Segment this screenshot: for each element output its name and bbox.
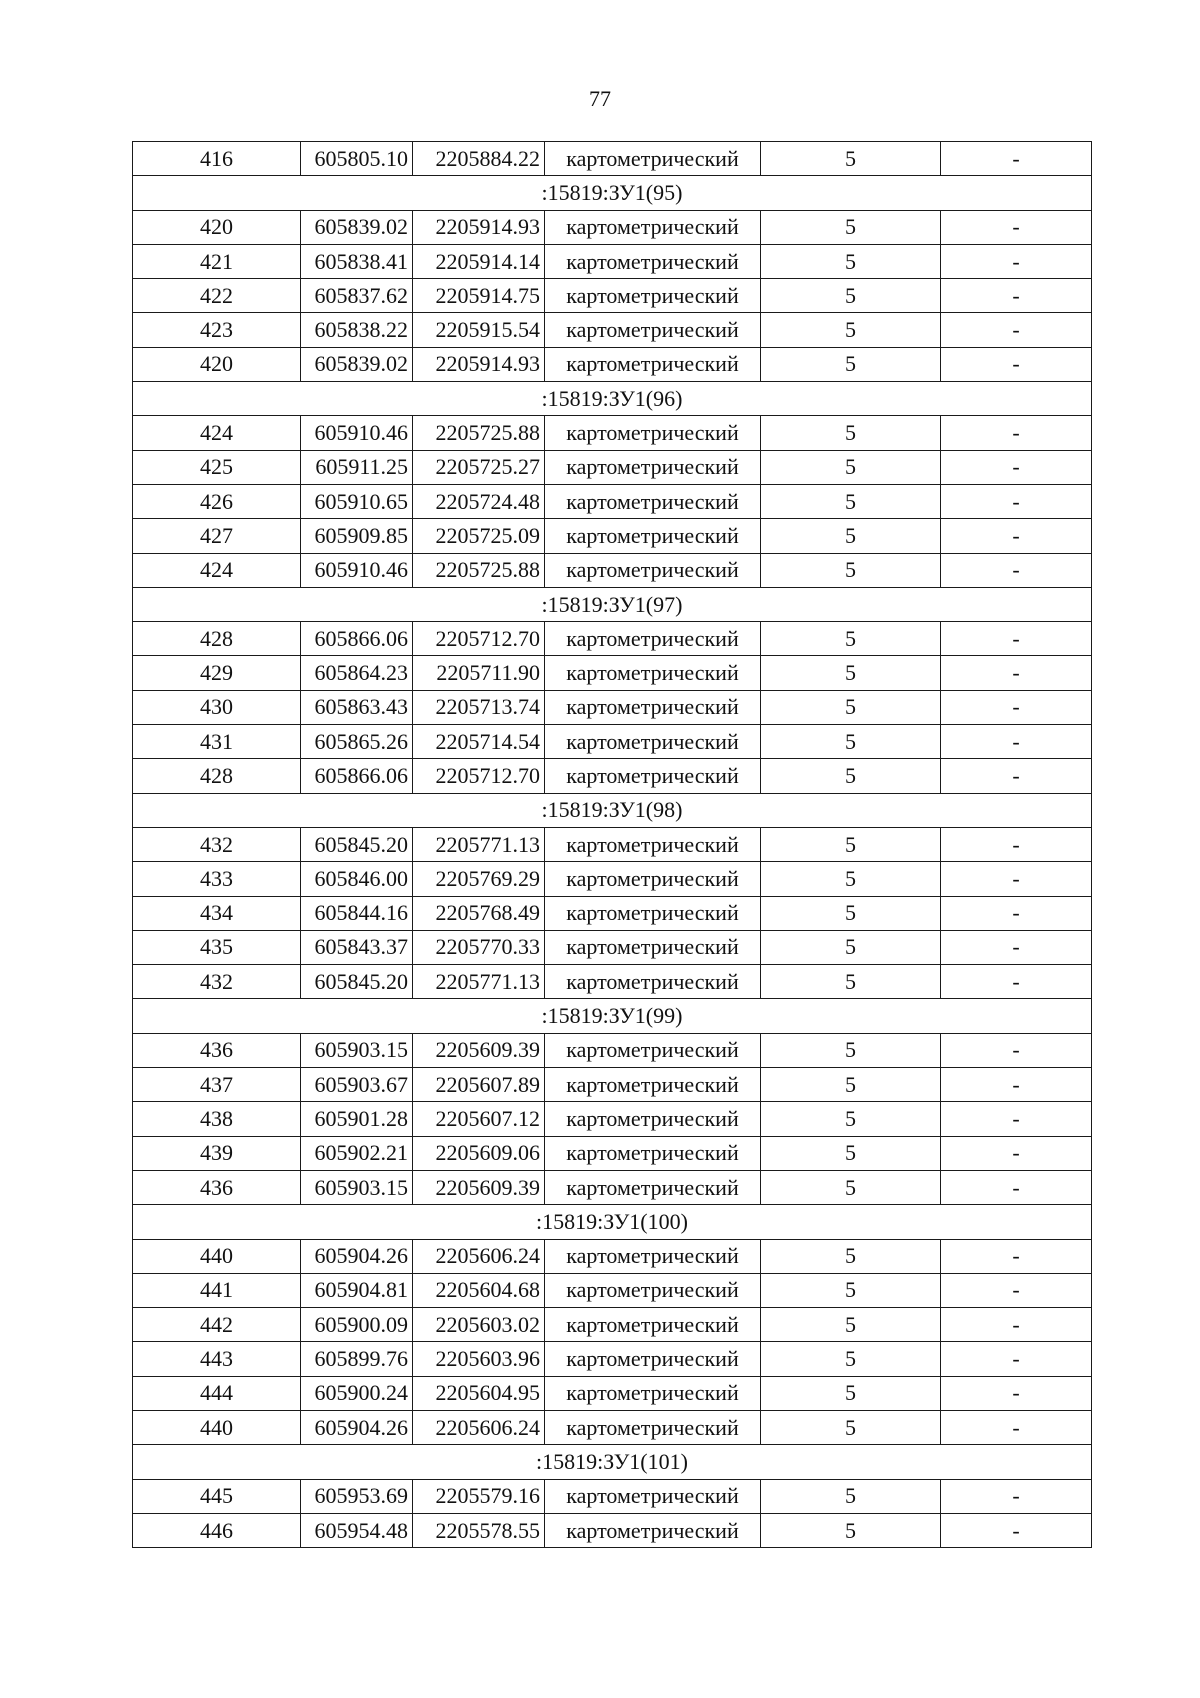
coordinate-x-cell: 605844.16 [301,896,413,930]
point-number-cell: 426 [133,484,301,518]
method-cell: картометрический [545,690,761,724]
parcel-group-label: :15819:ЗУ1(100) [133,1205,1092,1239]
table-row [133,1136,1092,1170]
method-cell: картометрический [545,1102,761,1136]
note-cell: - [941,1068,1092,1102]
note-cell: - [941,1273,1092,1307]
method-cell: картометрический [545,450,761,484]
accuracy-cell: 5 [761,862,941,896]
note-cell: - [941,759,1092,793]
coordinates-table [132,141,1092,1548]
point-number-cell: 429 [133,656,301,690]
note-cell: - [941,244,1092,278]
coordinate-x-cell: 605911.25 [301,450,413,484]
group-header-row [133,382,1092,416]
note-cell: - [941,862,1092,896]
table-row [133,1308,1092,1342]
method-cell: картометрический [545,244,761,278]
coordinate-y-cell: 2205713.74 [413,690,545,724]
coordinate-y-cell: 2205609.39 [413,1170,545,1204]
coordinate-x-cell: 605900.24 [301,1376,413,1410]
point-number-cell: 445 [133,1479,301,1513]
method-cell: картометрический [545,142,761,176]
accuracy-cell: 5 [761,553,941,587]
table-row [133,450,1092,484]
note-cell: - [941,1308,1092,1342]
table-row [133,622,1092,656]
coordinate-y-cell: 2205578.55 [413,1513,545,1547]
table-row [133,759,1092,793]
coordinate-x-cell: 605904.81 [301,1273,413,1307]
table-row [133,519,1092,553]
parcel-group-label: :15819:ЗУ1(98) [133,793,1092,827]
accuracy-cell: 5 [761,484,941,518]
note-cell: - [941,1033,1092,1067]
method-cell: картометрический [545,862,761,896]
point-number-cell: 437 [133,1068,301,1102]
coordinate-x-cell: 605839.02 [301,210,413,244]
point-number-cell: 442 [133,1308,301,1342]
table-row [133,827,1092,861]
group-header-row [133,176,1092,210]
group-header-row [133,1205,1092,1239]
parcel-group-label: :15819:ЗУ1(95) [133,176,1092,210]
note-cell: - [941,313,1092,347]
point-number-cell: 432 [133,965,301,999]
coordinate-y-cell: 2205914.93 [413,347,545,381]
parcel-group-label: :15819:ЗУ1(97) [133,587,1092,621]
table-row [133,244,1092,278]
method-cell: картометрический [545,313,761,347]
note-cell: - [941,930,1092,964]
method-cell: картометрический [545,1479,761,1513]
group-header-row [133,587,1092,621]
note-cell: - [941,416,1092,450]
coordinate-x-cell: 605845.20 [301,827,413,861]
coordinate-y-cell: 2205607.89 [413,1068,545,1102]
accuracy-cell: 5 [761,1410,941,1444]
coordinate-x-cell: 605865.26 [301,725,413,759]
note-cell: - [941,690,1092,724]
coordinate-y-cell: 2205607.12 [413,1102,545,1136]
point-number-cell: 428 [133,622,301,656]
coordinate-y-cell: 2205604.68 [413,1273,545,1307]
note-cell: - [941,896,1092,930]
note-cell: - [941,210,1092,244]
coordinate-x-cell: 605910.46 [301,416,413,450]
accuracy-cell: 5 [761,313,941,347]
point-number-cell: 427 [133,519,301,553]
accuracy-cell: 5 [761,622,941,656]
method-cell: картометрический [545,1342,761,1376]
coordinate-y-cell: 2205609.06 [413,1136,545,1170]
method-cell: картометрический [545,210,761,244]
coordinate-y-cell: 2205604.95 [413,1376,545,1410]
point-number-cell: 421 [133,244,301,278]
coordinate-x-cell: 605899.76 [301,1342,413,1376]
coordinate-y-cell: 2205725.88 [413,416,545,450]
accuracy-cell: 5 [761,1170,941,1204]
coordinate-y-cell: 2205712.70 [413,759,545,793]
point-number-cell: 416 [133,142,301,176]
coordinate-x-cell: 605845.20 [301,965,413,999]
accuracy-cell: 5 [761,827,941,861]
coordinate-x-cell: 605837.62 [301,279,413,313]
parcel-group-label: :15819:ЗУ1(101) [133,1445,1092,1479]
parcel-group-label: :15819:ЗУ1(96) [133,382,1092,416]
coordinate-y-cell: 2205711.90 [413,656,545,690]
point-number-cell: 432 [133,827,301,861]
accuracy-cell: 5 [761,244,941,278]
accuracy-cell: 5 [761,210,941,244]
coordinate-y-cell: 2205725.88 [413,553,545,587]
coordinate-y-cell: 2205606.24 [413,1410,545,1444]
table-row [133,210,1092,244]
point-number-cell: 424 [133,416,301,450]
accuracy-cell: 5 [761,416,941,450]
accuracy-cell: 5 [761,142,941,176]
coordinate-x-cell: 605900.09 [301,1308,413,1342]
method-cell: картометрический [545,1273,761,1307]
table-row [133,862,1092,896]
coordinate-y-cell: 2205770.33 [413,930,545,964]
point-number-cell: 428 [133,759,301,793]
accuracy-cell: 5 [761,1136,941,1170]
accuracy-cell: 5 [761,347,941,381]
method-cell: картометрический [545,1136,761,1170]
coordinate-x-cell: 605903.15 [301,1033,413,1067]
method-cell: картометрический [545,827,761,861]
coordinate-y-cell: 2205579.16 [413,1479,545,1513]
table-row [133,1342,1092,1376]
point-number-cell: 425 [133,450,301,484]
note-cell: - [941,484,1092,518]
table-row [133,690,1092,724]
table-row [133,347,1092,381]
accuracy-cell: 5 [761,656,941,690]
point-number-cell: 444 [133,1376,301,1410]
coordinate-x-cell: 605910.46 [301,553,413,587]
note-cell: - [941,656,1092,690]
point-number-cell: 434 [133,896,301,930]
parcel-group-label: :15819:ЗУ1(99) [133,999,1092,1033]
point-number-cell: 420 [133,210,301,244]
accuracy-cell: 5 [761,725,941,759]
coordinate-x-cell: 605902.21 [301,1136,413,1170]
point-number-cell: 423 [133,313,301,347]
coordinate-x-cell: 605903.67 [301,1068,413,1102]
group-header-row [133,793,1092,827]
coordinate-x-cell: 605838.22 [301,313,413,347]
coordinate-y-cell: 2205769.29 [413,862,545,896]
note-cell: - [941,279,1092,313]
table-row [133,1479,1092,1513]
table-row [133,279,1092,313]
coordinate-y-cell: 2205712.70 [413,622,545,656]
note-cell: - [941,622,1092,656]
point-number-cell: 433 [133,862,301,896]
table-row [133,313,1092,347]
coordinate-x-cell: 605904.26 [301,1410,413,1444]
coordinate-y-cell: 2205914.75 [413,279,545,313]
accuracy-cell: 5 [761,519,941,553]
table-row [133,553,1092,587]
point-number-cell: 435 [133,930,301,964]
coordinate-y-cell: 2205914.14 [413,244,545,278]
method-cell: картометрический [545,553,761,587]
coordinate-x-cell: 605864.23 [301,656,413,690]
coordinate-y-cell: 2205725.09 [413,519,545,553]
coordinate-x-cell: 605839.02 [301,347,413,381]
coordinate-y-cell: 2205771.13 [413,827,545,861]
method-cell: картометрический [545,622,761,656]
note-cell: - [941,1102,1092,1136]
method-cell: картометрический [545,759,761,793]
note-cell: - [941,1136,1092,1170]
point-number-cell: 441 [133,1273,301,1307]
coordinate-y-cell: 2205771.13 [413,965,545,999]
coordinate-x-cell: 605843.37 [301,930,413,964]
coordinate-y-cell: 2205725.27 [413,450,545,484]
table-row [133,1033,1092,1067]
note-cell: - [941,1376,1092,1410]
point-number-cell: 422 [133,279,301,313]
method-cell: картометрический [545,1376,761,1410]
table-row [133,725,1092,759]
coordinate-y-cell: 2205914.93 [413,210,545,244]
table-row [133,1273,1092,1307]
accuracy-cell: 5 [761,690,941,724]
method-cell: картометрический [545,519,761,553]
coordinate-y-cell: 2205603.96 [413,1342,545,1376]
coordinate-x-cell: 605910.65 [301,484,413,518]
coordinate-x-cell: 605909.85 [301,519,413,553]
note-cell: - [941,450,1092,484]
coordinate-y-cell: 2205606.24 [413,1239,545,1273]
table-row [133,656,1092,690]
coordinate-x-cell: 605904.26 [301,1239,413,1273]
coordinate-y-cell: 2205768.49 [413,896,545,930]
accuracy-cell: 5 [761,1239,941,1273]
coordinates-table-body [133,142,1092,1548]
accuracy-cell: 5 [761,1273,941,1307]
point-number-cell: 439 [133,1136,301,1170]
point-number-cell: 440 [133,1410,301,1444]
method-cell: картометрический [545,1033,761,1067]
point-number-cell: 436 [133,1170,301,1204]
table-row [133,1376,1092,1410]
accuracy-cell: 5 [761,1376,941,1410]
method-cell: картометрический [545,930,761,964]
note-cell: - [941,1342,1092,1376]
coordinate-y-cell: 2205714.54 [413,725,545,759]
coordinate-x-cell: 605866.06 [301,759,413,793]
note-cell: - [941,1513,1092,1547]
note-cell: - [941,519,1092,553]
table-row [133,1102,1092,1136]
note-cell: - [941,1410,1092,1444]
group-header-row [133,1445,1092,1479]
method-cell: картометрический [545,1239,761,1273]
accuracy-cell: 5 [761,1342,941,1376]
accuracy-cell: 5 [761,279,941,313]
accuracy-cell: 5 [761,1308,941,1342]
table-row [133,930,1092,964]
accuracy-cell: 5 [761,1479,941,1513]
coordinate-x-cell: 605954.48 [301,1513,413,1547]
note-cell: - [941,965,1092,999]
point-number-cell: 431 [133,725,301,759]
note-cell: - [941,827,1092,861]
table-row [133,142,1092,176]
coordinate-y-cell: 2205609.39 [413,1033,545,1067]
note-cell: - [941,347,1092,381]
method-cell: картометрический [545,484,761,518]
coordinate-x-cell: 605953.69 [301,1479,413,1513]
point-number-cell: 430 [133,690,301,724]
method-cell: картометрический [545,656,761,690]
method-cell: картометрический [545,1308,761,1342]
point-number-cell: 436 [133,1033,301,1067]
point-number-cell: 424 [133,553,301,587]
point-number-cell: 420 [133,347,301,381]
method-cell: картометрический [545,279,761,313]
table-row [133,1170,1092,1204]
coordinate-x-cell: 605863.43 [301,690,413,724]
coordinate-x-cell: 605903.15 [301,1170,413,1204]
table-row [133,1410,1092,1444]
table-row [133,965,1092,999]
note-cell: - [941,553,1092,587]
point-number-cell: 443 [133,1342,301,1376]
coordinate-y-cell: 2205915.54 [413,313,545,347]
accuracy-cell: 5 [761,759,941,793]
method-cell: картометрический [545,965,761,999]
accuracy-cell: 5 [761,1068,941,1102]
point-number-cell: 438 [133,1102,301,1136]
accuracy-cell: 5 [761,1513,941,1547]
method-cell: картометрический [545,1170,761,1204]
table-row [133,484,1092,518]
method-cell: картометрический [545,896,761,930]
table-row [133,416,1092,450]
method-cell: картометрический [545,347,761,381]
accuracy-cell: 5 [761,450,941,484]
coordinate-x-cell: 605866.06 [301,622,413,656]
accuracy-cell: 5 [761,965,941,999]
table-row [133,1513,1092,1547]
method-cell: картометрический [545,725,761,759]
note-cell: - [941,1479,1092,1513]
method-cell: картометрический [545,1068,761,1102]
note-cell: - [941,142,1092,176]
coordinate-x-cell: 605805.10 [301,142,413,176]
group-header-row [133,999,1092,1033]
coordinate-x-cell: 605901.28 [301,1102,413,1136]
page-number: 77 [589,86,611,111]
method-cell: картометрический [545,1410,761,1444]
accuracy-cell: 5 [761,1033,941,1067]
coordinate-y-cell: 2205884.22 [413,142,545,176]
coordinate-y-cell: 2205603.02 [413,1308,545,1342]
coordinate-x-cell: 605838.41 [301,244,413,278]
accuracy-cell: 5 [761,1102,941,1136]
coordinate-y-cell: 2205724.48 [413,484,545,518]
point-number-cell: 440 [133,1239,301,1273]
note-cell: - [941,725,1092,759]
coordinate-x-cell: 605846.00 [301,862,413,896]
point-number-cell: 446 [133,1513,301,1547]
accuracy-cell: 5 [761,930,941,964]
table-row [133,1068,1092,1102]
table-row [133,896,1092,930]
table-row [133,1239,1092,1273]
accuracy-cell: 5 [761,896,941,930]
note-cell: - [941,1239,1092,1273]
note-cell: - [941,1170,1092,1204]
method-cell: картометрический [545,1513,761,1547]
method-cell: картометрический [545,416,761,450]
